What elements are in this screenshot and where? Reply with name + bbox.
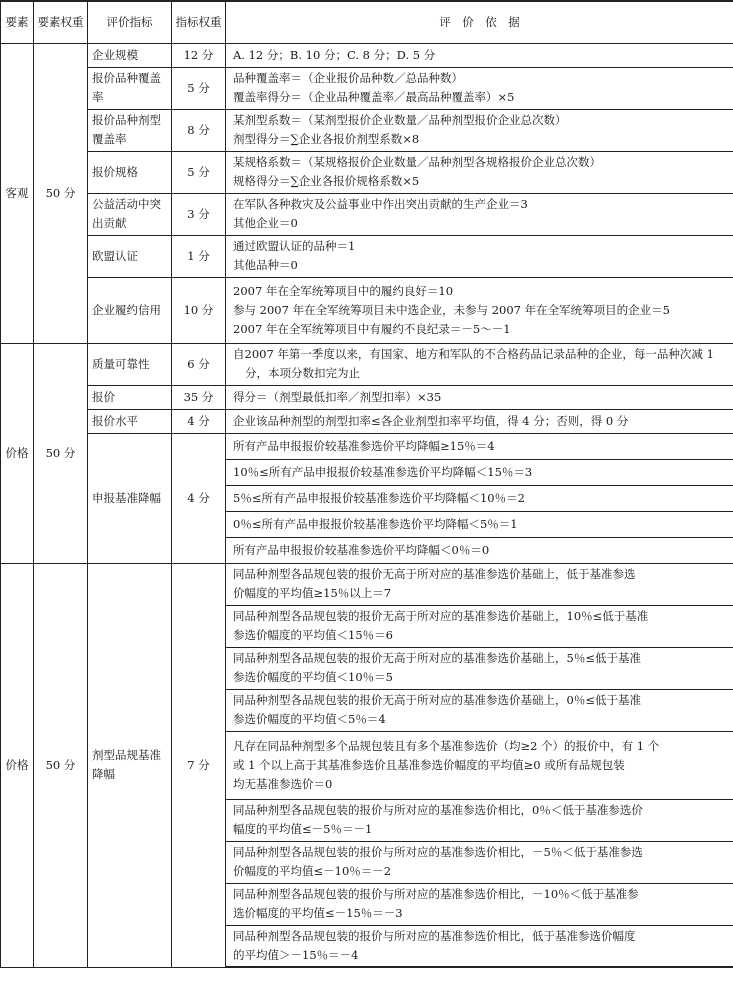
header-factor: 要素 (1, 1, 34, 43)
basis-line: 在军队各种救灾及公益事业中作出突出贡献的生产企业＝3 (233, 197, 528, 211)
basis-cell (226, 235, 733, 277)
basis-line: 剂型得分＝∑企业各报价剂型系数×8 (233, 132, 420, 146)
basis-cell (226, 731, 733, 799)
basis-line: 2007 年在全军统筹项目中的履约良好＝10 (233, 283, 454, 298)
indicator-cell: 企业履约信用 (88, 277, 172, 343)
basis-cell (226, 841, 733, 883)
table-row (1, 563, 733, 605)
basis-cell (226, 563, 733, 605)
basis-line: 参选价幅度的平均值＜5％＝4 (233, 712, 386, 726)
basis-line: 某规格系数＝（某规格报价企业数量／品种剂型各规格报价企业总次数） (233, 155, 601, 169)
table-row (1, 67, 733, 109)
basis-cell (226, 883, 733, 925)
table-row (1, 109, 733, 151)
basis-line: 的平均值＞－15％＝－4 (233, 947, 359, 962)
indicator-weight-cell: 7 分 (172, 563, 226, 967)
basis-line: 或 1 个以上高于其基准参选价且基准参选价幅度的平均值≥0 或所有品规包装 (233, 757, 625, 772)
basis-line: 幅度的平均值≤－5％＝－1 (233, 822, 373, 836)
header-indicator-weight: 指标权重 (172, 1, 226, 43)
table-row (1, 151, 733, 193)
basis-cell (226, 343, 733, 385)
header-factor-weight: 要素权重 (34, 1, 88, 43)
factor-weight-cell: 50 分 (34, 343, 88, 563)
basis-cell (226, 925, 733, 967)
table-row (1, 433, 733, 459)
basis-cell: 所有产品申报报价较基准参选价平均降幅＜0％＝0 (226, 537, 733, 563)
indicator-weight-cell: 5 分 (172, 67, 226, 109)
indicator-cell: 公益活动中突出贡献 (88, 193, 172, 235)
basis-cell (226, 647, 733, 689)
table-row (1, 409, 733, 433)
basis-line: 同品种剂型各品规包装的报价与所对应的基准参选价相比，0％＜低于基准参选价 (233, 803, 643, 817)
basis-cell: 得分＝（剂型最低扣率／剂型扣率）×35 (226, 385, 733, 409)
indicator-weight-cell: 5 分 (172, 151, 226, 193)
factor-weight-cell: 50 分 (34, 563, 88, 967)
basis-line: 参选价幅度的平均值＜10％＝5 (233, 670, 393, 684)
basis-cell: 10％≤所有产品申报报价较基准参选价平均降幅＜15％＝3 (226, 459, 733, 485)
basis-cell: A. 12 分；B. 10 分；C. 8 分；D. 5 分 (226, 43, 733, 67)
indicator-weight-cell: 3 分 (172, 193, 226, 235)
basis-cell (226, 799, 733, 841)
indicator-weight-cell: 6 分 (172, 343, 226, 385)
basis-line: 覆盖率得分＝（企业品种覆盖率／最高品种覆盖率）×5 (233, 90, 515, 104)
basis-line: 规格得分＝∑企业各报价规格系数×5 (233, 174, 420, 188)
indicator-cell: 剂型品规基准降幅 (88, 563, 172, 967)
basis-line: 同品种剂型各品规包装的报价无高于所对应的基准参选价基础上，10％≤低于基准 (233, 609, 649, 623)
factor-cell: 客观 (1, 43, 34, 343)
indicator-weight-cell: 10 分 (172, 277, 226, 343)
basis-line: 凡存在同品种剂型多个品规包装且有多个基准参选价（均≥2 个）的报价中，有 1 个 (233, 738, 660, 753)
basis-cell: 所有产品申报报价较基准参选价平均降幅≥15％＝4 (226, 433, 733, 459)
indicator-cell: 报价品种覆盖率 (88, 67, 172, 109)
basis-cell (226, 151, 733, 193)
basis-line: 其他企业＝0 (233, 216, 298, 230)
indicator-cell: 报价 (88, 385, 172, 409)
basis-line: 同品种剂型各品规包装的报价与所对应的基准参选价相比，－10％＜低于基准参 (233, 887, 639, 901)
basis-cell (226, 67, 733, 109)
basis-line: 同品种剂型各品规包装的报价无高于所对应的基准参选价基础上，5％≤低于基准 (233, 651, 641, 665)
header-row (1, 1, 733, 43)
table-row (1, 343, 733, 385)
table-row (1, 193, 733, 235)
basis-line: 某剂型系数＝（某剂型报价企业数量／品种剂型报价企业总次数） (233, 113, 567, 127)
table-row (1, 277, 733, 343)
indicator-cell: 报价品种剂型覆盖率 (88, 109, 172, 151)
basis-cell: 企业该品种剂型的剂型扣率≤各企业剂型扣率平均值，得 4 分；否则，得 0 分 (226, 409, 733, 433)
header-basis: 评 价 依 据 (226, 1, 733, 43)
basis-line: 通过欧盟认证的品种＝1 (233, 239, 356, 253)
table-row (1, 235, 733, 277)
indicator-cell: 质量可靠性 (88, 343, 172, 385)
indicator-weight-cell: 1 分 (172, 235, 226, 277)
basis-line: 均无基准参选价＝0 (233, 776, 333, 791)
indicator-weight-cell: 4 分 (172, 433, 226, 563)
indicator-weight-cell: 8 分 (172, 109, 226, 151)
table-row (1, 385, 733, 409)
basis-line: 价幅度的平均值≤－10％＝－2 (233, 864, 392, 878)
basis-line: 参选价幅度的平均值＜15％＝6 (233, 628, 393, 642)
basis-line: 同品种剂型各品规包装的报价与所对应的基准参选价相比，－5％＜低于基准参选 (233, 845, 643, 859)
basis-cell (226, 193, 733, 235)
basis-line: 品种覆盖率＝（企业报价品种数／总品种数） (233, 71, 463, 85)
indicator-cell: 企业规模 (88, 43, 172, 67)
factor-weight-cell: 50 分 (34, 43, 88, 343)
basis-cell (226, 605, 733, 647)
indicator-weight-cell: 12 分 (172, 43, 226, 67)
factor-cell: 价格 (1, 343, 34, 563)
basis-line: 自2007 年第一季度以来，有国家、地方和军队的不合格药品记录品种的企业，每一品种次减 1 分，本项分数扣完为止 (233, 347, 714, 380)
basis-line: 选价幅度的平均值≤－15％＝－3 (233, 906, 403, 920)
basis-line: 参与 2007 年在全军统筹项目未中选企业，未参与 2007 年在全军统筹项目的企业＝5 (233, 302, 670, 317)
basis-line: 同品种剂型各品规包装的报价无高于所对应的基准参选价基础上，0％≤低于基准 (233, 693, 641, 707)
indicator-weight-cell: 35 分 (172, 385, 226, 409)
basis-line: 同品种剂型各品规包装的报价无高于所对应的基准参选价基础上，低于基准参选 (233, 567, 636, 581)
indicator-cell: 欧盟认证 (88, 235, 172, 277)
table-row (1, 43, 733, 67)
header-indicator: 评价指标 (88, 1, 172, 43)
indicator-cell: 报价水平 (88, 409, 172, 433)
basis-cell (226, 689, 733, 731)
basis-line: 价幅度的平均值≥15％以上＝7 (233, 586, 392, 600)
indicator-weight-cell: 4 分 (172, 409, 226, 433)
indicator-cell: 申报基准降幅 (88, 433, 172, 563)
basis-cell (226, 109, 733, 151)
basis-cell: 5％≤所有产品申报报价较基准参选价平均降幅＜10％＝2 (226, 485, 733, 511)
basis-line: 其他品种＝0 (233, 258, 298, 272)
basis-cell (226, 277, 733, 343)
basis-line: 2007 年在全军统筹项目中有履约不良纪录＝－5～－1 (233, 321, 511, 336)
indicator-cell: 报价规格 (88, 151, 172, 193)
factor-cell: 价格 (1, 563, 34, 967)
basis-cell: 0％≤所有产品申报报价较基准参选价平均降幅＜5％＝1 (226, 511, 733, 537)
basis-line: 同品种剂型各品规包装的报价与所对应的基准参选价相比，低于基准参选价幅度 (233, 928, 636, 943)
